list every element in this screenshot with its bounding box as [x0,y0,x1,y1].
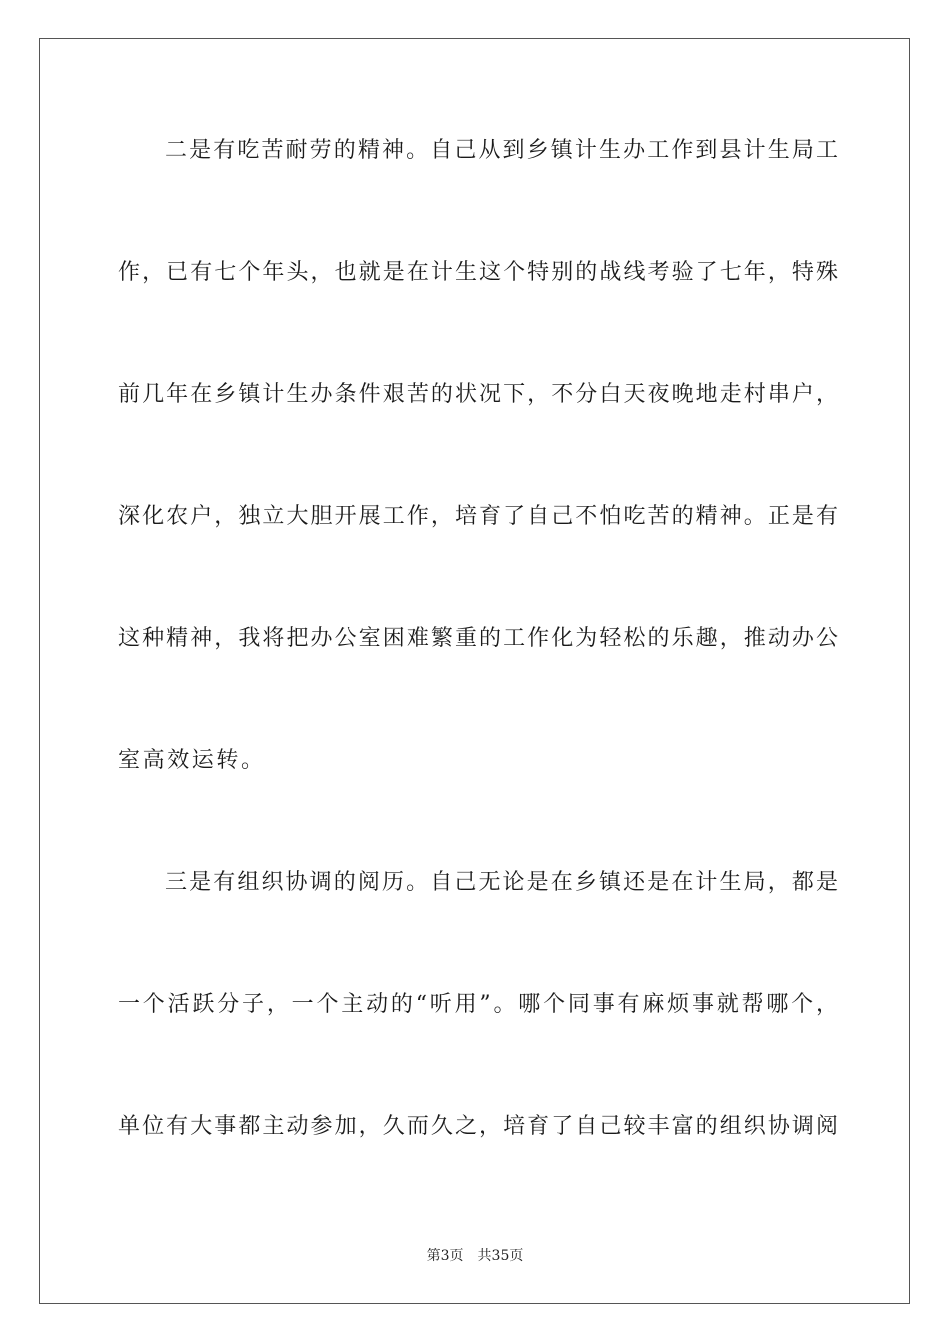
paragraph-line: 深化农户，独立大胆开展工作，培育了自己不怕吃苦的精神。正是有 [118,504,838,529]
paragraph-line: 室高效运转。 [118,748,266,773]
page-total: 共35页 [477,1248,524,1264]
paragraph-line: 一个活跃分子，一个主动的“听用”。哪个同事有麻烦事就帮哪个， [118,992,838,1017]
paragraph-line: 前几年在乡镇计生办条件艰苦的状况下，不分白天夜晚地走村串户， [118,382,838,407]
paragraph-line: 这种精神，我将把办公室困难繁重的工作化为轻松的乐趣，推动办公 [118,626,838,651]
page-number: 第3页 [426,1248,464,1264]
paragraph-line: 三是有组织协调的阅历。自己无论是在乡镇还是在计生局，都是 [165,870,838,895]
paragraph-line: 单位有大事都主动参加，久而久之，培育了自己较丰富的组织协调阅 [118,1114,838,1139]
page-footer [0,1246,950,1266]
paragraph-line: 作，已有七个年头，也就是在计生这个特别的战线考验了七年，特殊 [118,260,838,285]
paragraph-line: 二是有吃苦耐劳的精神。自己从到乡镇计生办工作到县计生局工 [165,138,838,163]
